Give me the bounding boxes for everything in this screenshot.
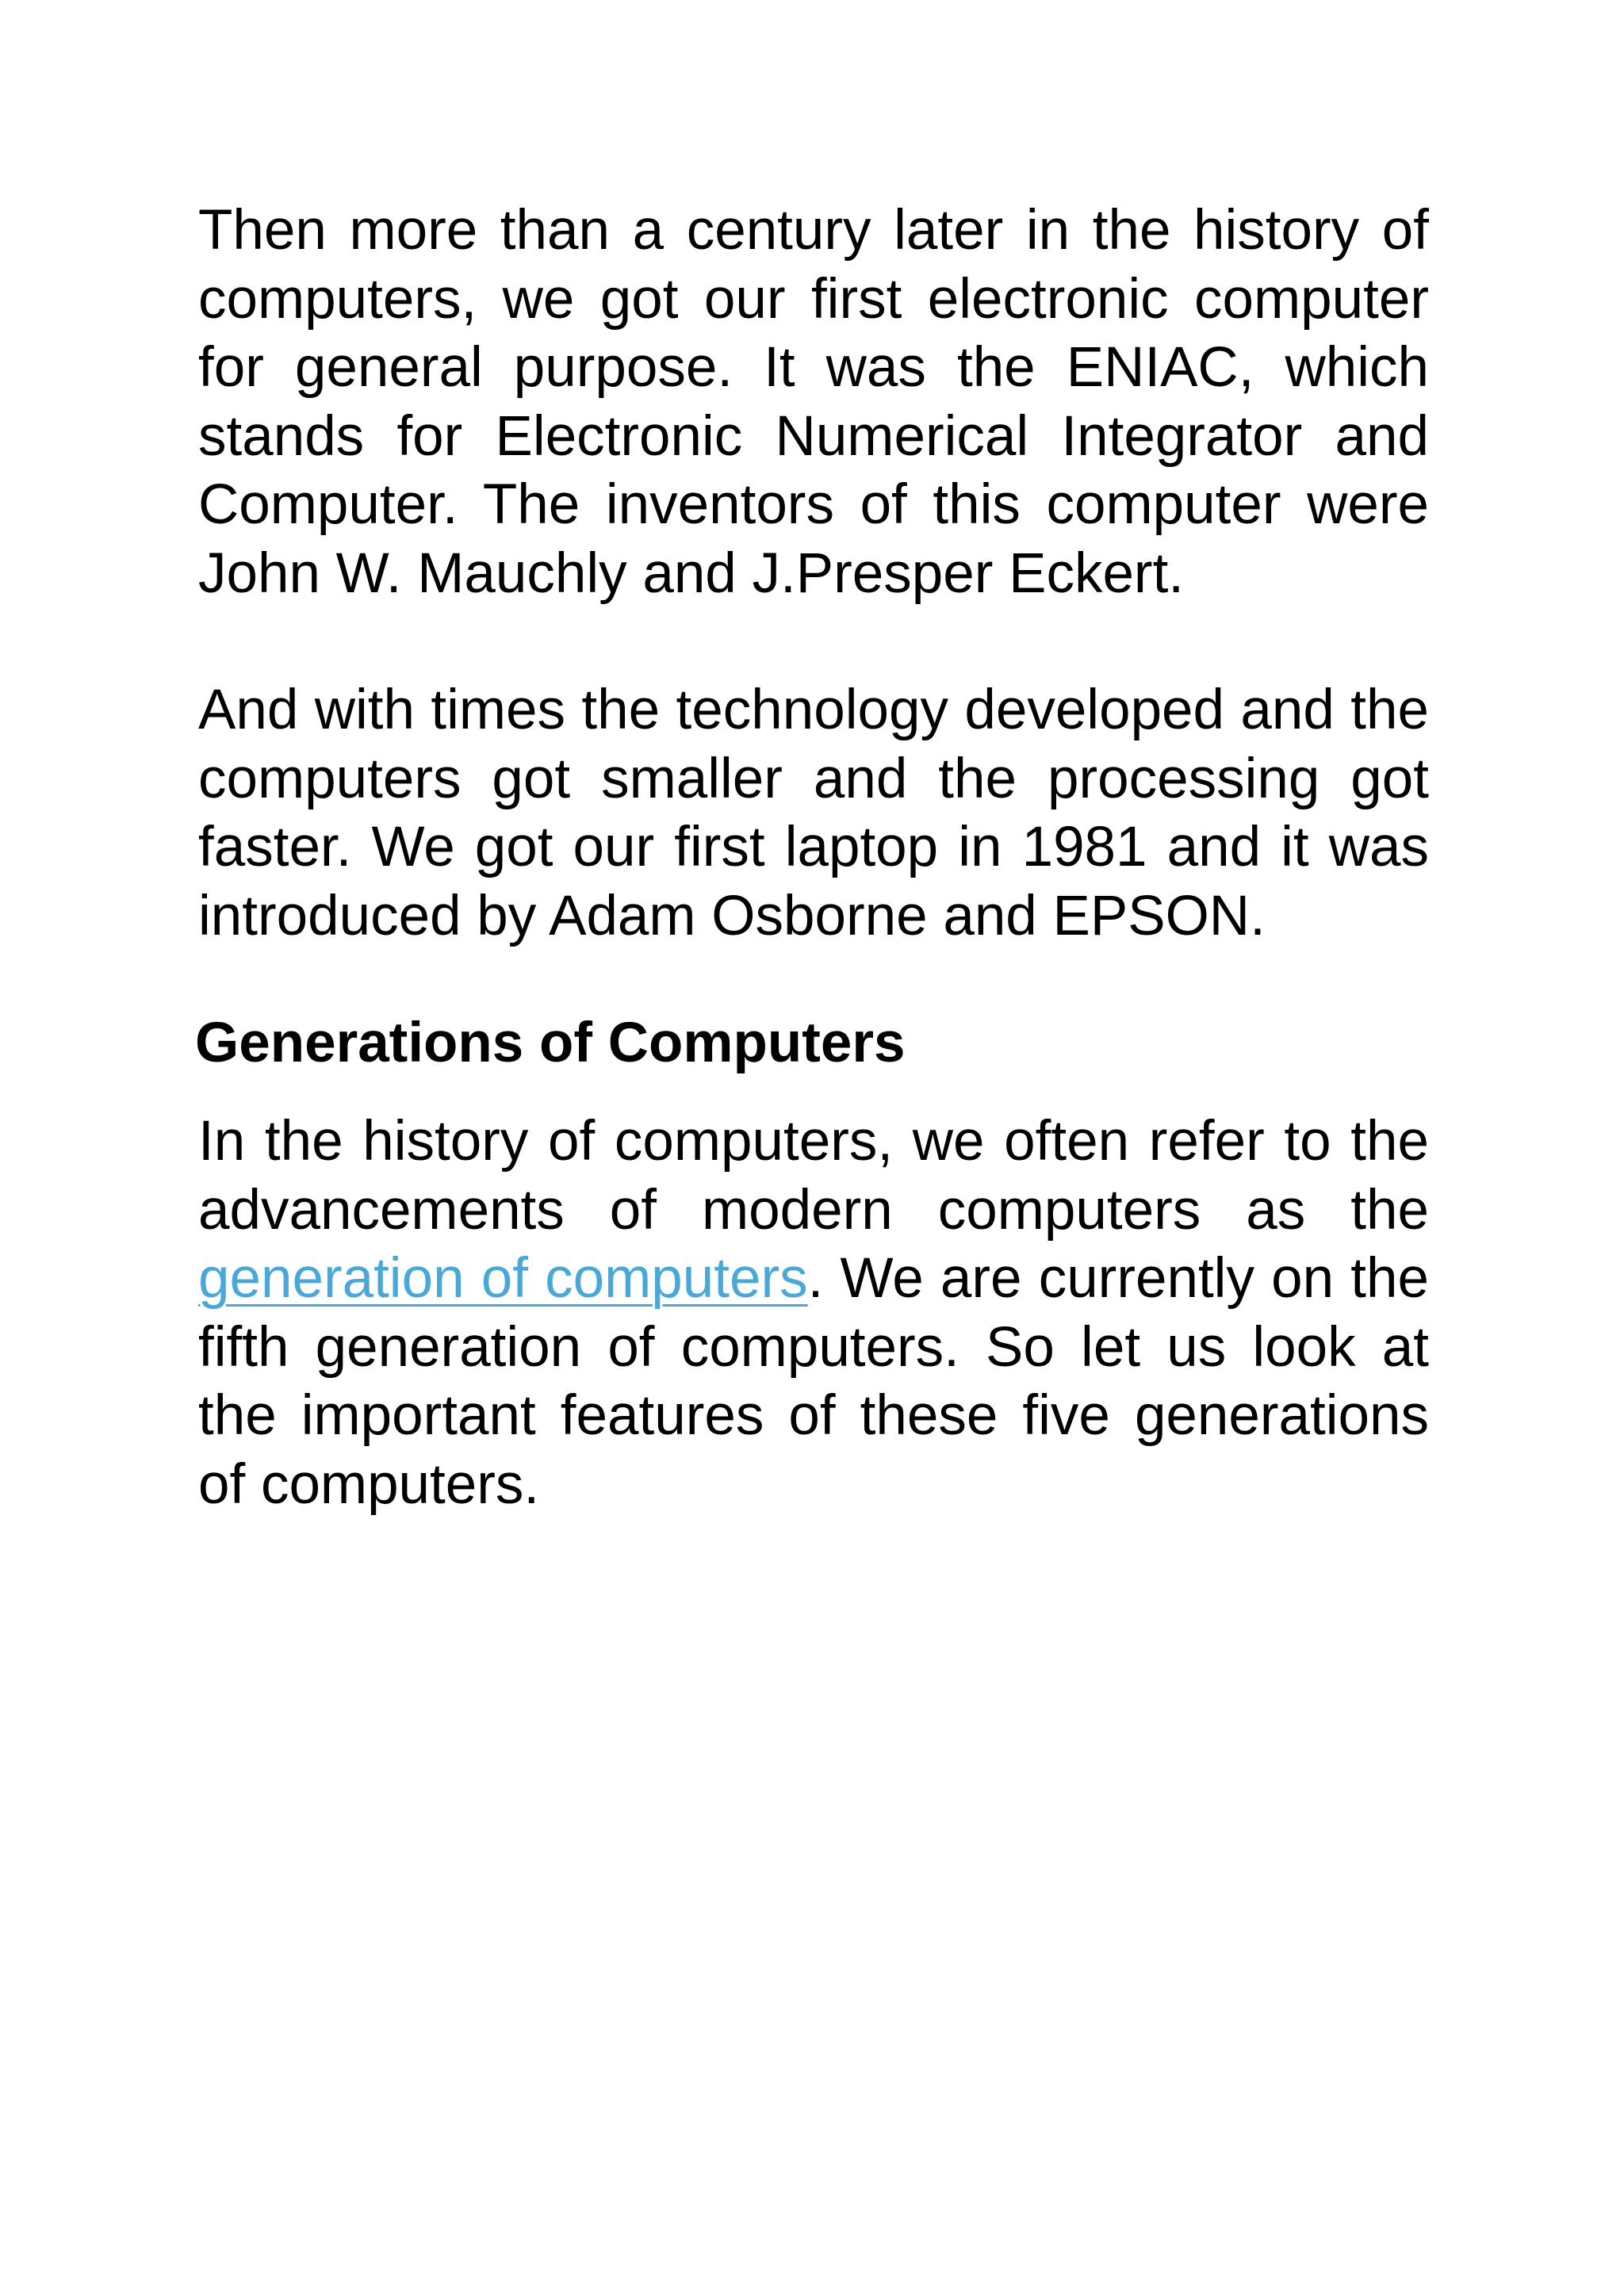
- paragraph-text-before-link: In the history of computers, we often refer to the advancements of modern computers as the: [198, 1110, 1429, 1242]
- paragraph-eniac: Then more than a century later in the history of computers, we got our first electronic computer for general purpose. It was the ENIAC, which stands for Electronic Numerical Integrator and Computer. The inventors of this computer were John W. Mauchly and J.Presper Eckert.: [198, 199, 1429, 605]
- generation-of-computers-link[interactable]: generation of computers: [198, 1247, 808, 1310]
- paragraph-generations: [198, 1108, 1429, 1519]
- paragraph-text-after-link: . We are currently on the fifth generation of computers. So let us look at the important features of these five generations of computers.: [198, 1247, 1429, 1516]
- paragraph-laptop: And with times the technology developed and the computers got smaller and the processing got faster. We got our first laptop in 1981 and it was introduced by Adam Osborne and EPSON.: [198, 679, 1429, 947]
- section-heading: Generations of Computers: [195, 1012, 906, 1074]
- document-body: [195, 197, 1429, 1519]
